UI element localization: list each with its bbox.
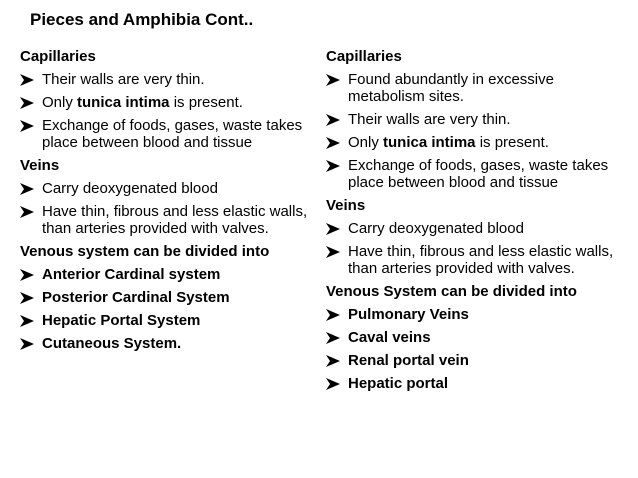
arrow-bullet-icon xyxy=(20,183,34,195)
veins-heading: Veins xyxy=(20,157,60,174)
right-column xyxy=(326,48,626,398)
list-item: Exchange of foods, gases, waste takes place between blood and tissue xyxy=(326,157,626,191)
arrow-bullet-icon xyxy=(326,332,340,344)
arrow-bullet-icon xyxy=(326,74,340,86)
list-item: Hepatic portal xyxy=(326,375,626,392)
emphasis-text: tunica intima xyxy=(383,134,476,151)
list-item: Pulmonary Veins xyxy=(326,306,626,323)
arrow-bullet-icon xyxy=(20,338,34,350)
left-column xyxy=(20,48,315,358)
list-item: Their walls are very thin. xyxy=(20,71,315,88)
list-item: Have thin, fibrous and less elastic walls, than arteries provided with valves. xyxy=(20,203,315,237)
emphasis-text: tunica intima xyxy=(77,94,170,111)
arrow-bullet-icon xyxy=(20,74,34,86)
list-item: Carry deoxygenated blood xyxy=(326,220,626,237)
arrow-bullet-icon xyxy=(20,206,34,218)
list-item: Found abundantly in excessive metabolism sites. xyxy=(326,71,626,105)
arrow-bullet-icon xyxy=(326,309,340,321)
arrow-bullet-icon xyxy=(326,160,340,172)
arrow-bullet-icon xyxy=(326,223,340,235)
list-item: Have thin, fibrous and less elastic walls, than arteries provided with valves. xyxy=(326,243,626,277)
arrow-bullet-icon xyxy=(326,355,340,367)
arrow-bullet-icon xyxy=(326,137,340,149)
list-item: Only tunica intima is present. xyxy=(20,94,315,111)
arrow-bullet-icon xyxy=(326,114,340,126)
capillaries-heading: Capillaries xyxy=(20,48,96,65)
arrow-bullet-icon xyxy=(20,269,34,281)
list-item: Only tunica intima is present. xyxy=(326,134,626,151)
slide-title: Pieces and Amphibia Cont.. xyxy=(30,10,254,29)
venous-system-heading: Venous system can be divided into xyxy=(20,243,270,260)
list-item: Their walls are very thin. xyxy=(326,111,626,128)
veins-heading: Veins xyxy=(326,197,366,214)
list-item: Caval veins xyxy=(326,329,626,346)
capillaries-heading: Capillaries xyxy=(326,48,402,65)
arrow-bullet-icon xyxy=(20,97,34,109)
list-item: Renal portal vein xyxy=(326,352,626,369)
arrow-bullet-icon xyxy=(20,292,34,304)
list-item: Anterior Cardinal system xyxy=(20,266,315,283)
list-item: Cutaneous System. xyxy=(20,335,315,352)
list-item: Carry deoxygenated blood xyxy=(20,180,315,197)
arrow-bullet-icon xyxy=(20,315,34,327)
list-item: Exchange of foods, gases, waste takes place between blood and tissue xyxy=(20,117,315,151)
venous-system-heading: Venous System can be divided into xyxy=(326,283,577,300)
list-item: Posterior Cardinal System xyxy=(20,289,315,306)
arrow-bullet-icon xyxy=(20,120,34,132)
list-item: Hepatic Portal System xyxy=(20,312,315,329)
arrow-bullet-icon xyxy=(326,378,340,390)
arrow-bullet-icon xyxy=(326,246,340,258)
